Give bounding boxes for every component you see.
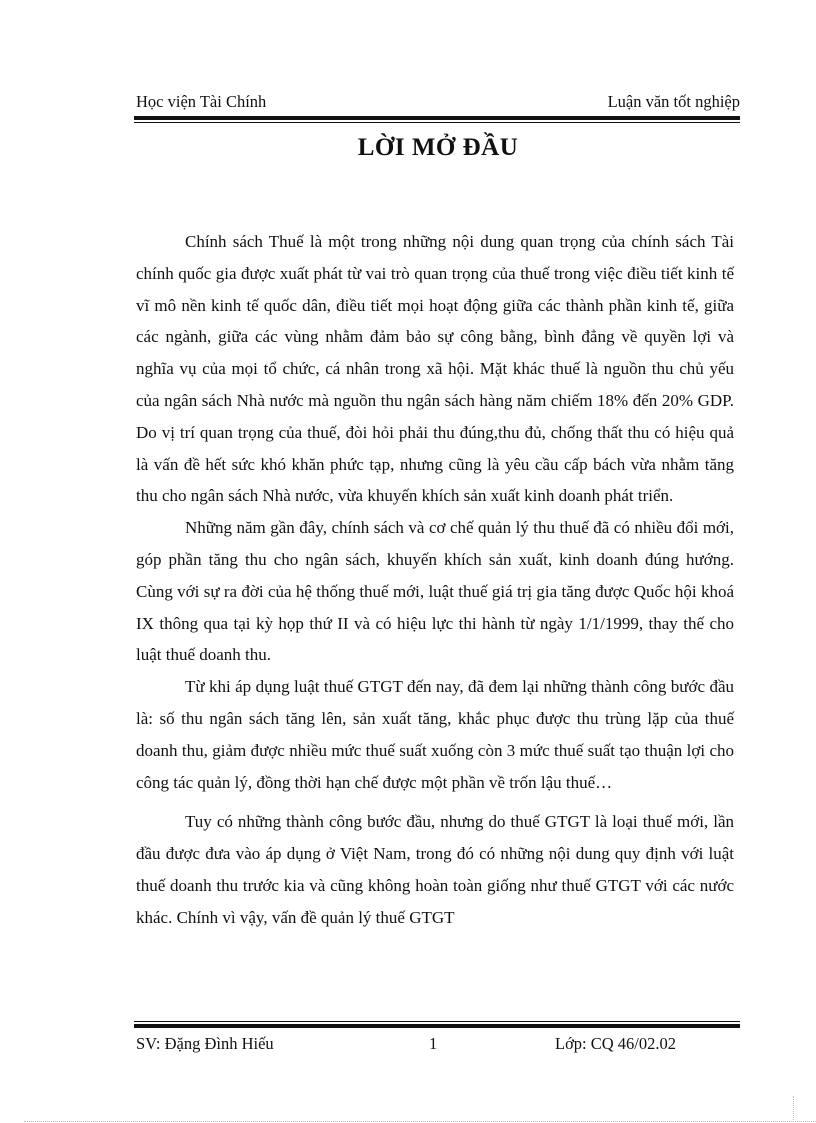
- page-edge-dotted-corner: [793, 1096, 794, 1122]
- paragraph: Những năm gần đây, chính sách và cơ chế quản lý thu thuế đã có nhiều đổi mới, góp phần tăng thu cho ngân sách, khuyến khích sản xuất, kinh doanh đúng hướng. Cùng với sự ra đời của hệ thống thuế mới, luật thuế giá trị gia tăng được Quốc hội khoá IX thông qua tại kỳ họp thứ II và có hiệu lực thi hành từ ngày 1/1/1999, thay thế cho luật thuế doanh thu.: [136, 518, 734, 665]
- paragraph: Chính sách Thuế là một trong những nội dung quan trọng của chính sách Tài chính quốc gia được xuất phát từ vai trò quan trọng của thuế trong việc điều tiết kinh tế vĩ mô nền kinh tế quốc dân, điều tiết mọi hoạt động giữa các thành phần kinh tế, giữa các ngành, giữa các vùng nhằm đảm bảo sự công bằng, bình đẳng về quyền lợi và nghĩa vụ của mọi tổ chức, cá nhân trong xã hội. Mặt khác thuế là nguồn thu chủ yếu của ngân sách Nhà nước mà nguồn thu ngân sách hàng năm chiếm 18% đến 20% GDP. Do vị trí quan trọng của thuế, đòi hỏi phải thu đúng,thu đủ, chống thất thu có hiệu quả là vấn đề hết sức khó khăn phức tạp, nhưng cũng là yêu cầu cấp bách vừa nhằm tăng thu cho ngân sách Nhà nước, vừa khuyến khích sản xuất kinh doanh phát triển.: [136, 232, 734, 506]
- page-title: LỜI MỞ ĐẦU: [357, 134, 519, 161]
- page-edge-dotted-border: [24, 1121, 816, 1122]
- footer-rule-thin: [134, 1021, 740, 1022]
- footer-page-number: 1: [429, 1034, 438, 1053]
- paragraph: Từ khi áp dụng luật thuế GTGT đến nay, đã đem lại những thành công bước đầu là: số thu ngân sách tăng lên, sản xuất tăng, khắc phục được thu trùng lặp của thuế doanh thu, giảm được nhiều mức thuế suất xuống còn 3 mức thuế suất tạo thuận lợi cho công tác quản lý, đồng thời hạn chế được một phần về trốn lậu thuế…: [136, 677, 734, 792]
- footer-class: Lớp: CQ 46/02.02: [555, 1034, 677, 1053]
- paragraph: Tuy có những thành công bước đầu, nhưng do thuế GTGT là loại thuế mới, lần đầu được đưa vào áp dụng ở Việt Nam, trong đó có những nội dung quy định với luật thuế doanh thu trước kia và cũng không hoàn toàn giống như thuế GTGT với các nước khác. Chính vì vậy, vấn đề quản lý thuế GTGT: [136, 812, 734, 927]
- footer-rule-thick: [134, 1024, 740, 1028]
- page-header: [136, 92, 740, 112]
- document-body: [136, 226, 734, 934]
- header-document-type: Luận văn tốt nghiệp: [607, 92, 740, 111]
- header-institution: Học viện Tài Chính: [136, 92, 267, 111]
- footer-student: SV: Đặng Đình Hiếu: [136, 1034, 274, 1053]
- header-rule-thin: [134, 122, 740, 123]
- header-rule-thick: [134, 116, 740, 120]
